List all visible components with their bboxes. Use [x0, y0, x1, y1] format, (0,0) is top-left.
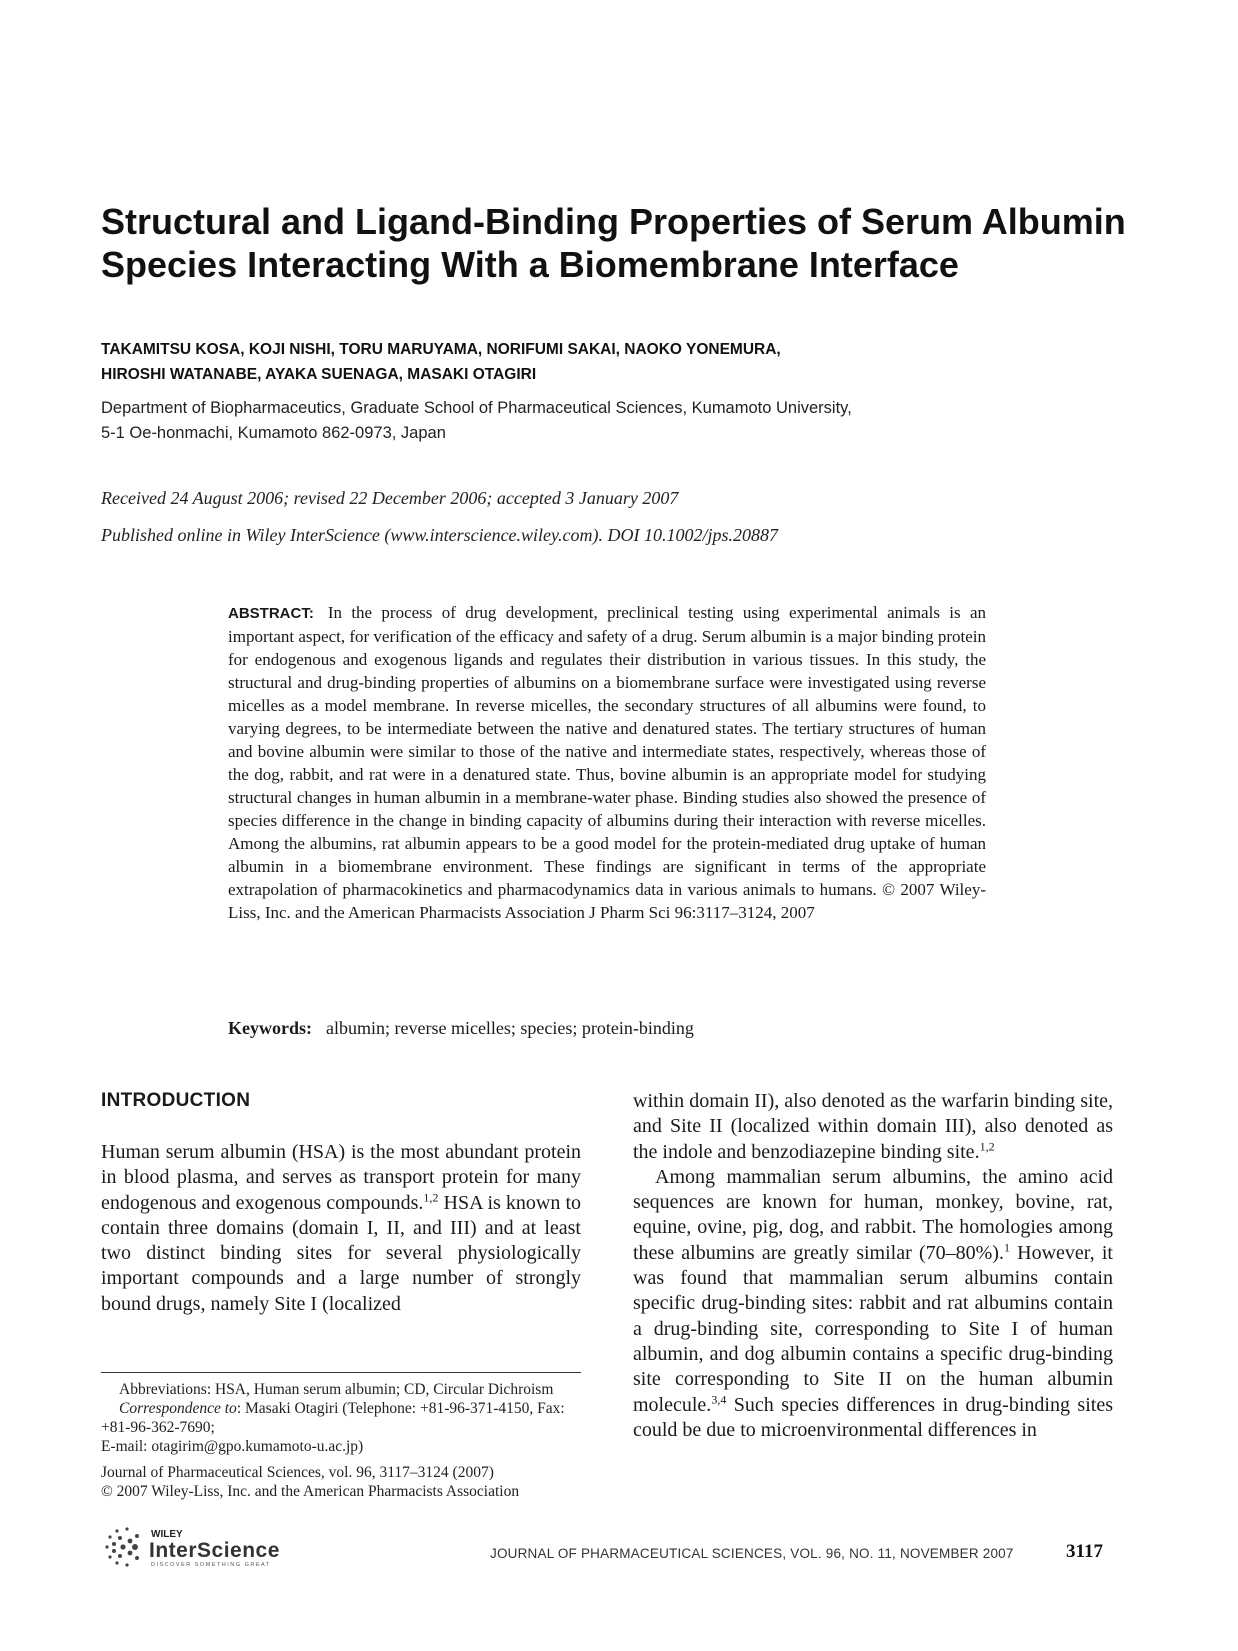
section-heading-introduction: INTRODUCTION: [101, 1090, 251, 1111]
left-column: [101, 1140, 581, 1317]
author-list: [101, 337, 1101, 387]
keywords-label: Keywords:: [228, 1018, 312, 1038]
logo-tagline: DISCOVER SOMETHING GREAT: [151, 1562, 271, 1568]
abstract: [228, 601, 986, 924]
keywords: [228, 1017, 986, 1040]
citation: 1,2: [423, 1189, 439, 1204]
title-line-1: Structural and Ligand-Binding Properties of Serum Albumin: [101, 201, 1126, 242]
logo-wiley: WILEY: [151, 1529, 183, 1540]
wiley-interscience-logo: [101, 1526, 341, 1568]
correspondence-label: Correspondence to: [119, 1400, 237, 1417]
footnote-abbreviations: Abbreviations: HSA, Human serum albumin; CD, Circular Dichroism: [119, 1381, 554, 1398]
footnote-divider: [101, 1372, 581, 1373]
logo-interscience: InterScience: [149, 1539, 280, 1562]
footnote-correspondence: [101, 1399, 581, 1437]
intro-paragraph-1: [101, 1140, 581, 1317]
footnotes: [101, 1380, 581, 1501]
intro-text: Such species differences in drug-binding sites could be due to microenvironmental differences in: [633, 1393, 1113, 1441]
page-number: 3117: [1066, 1541, 1103, 1562]
affiliation-line-2: 5-1 Oe-honmachi, Kumamoto 862-0973, Japan: [101, 424, 446, 442]
abstract-text: In the process of drug development, preclinical testing using experimental animals is an important aspect, for verification of the efficacy and safety of a drug. Serum albumin is a major binding protein for endogenous and exogenous ligands and regulates their distribution in various tissues. In this study, the structural and drug-binding properties of albumins on a biomembrane surface were investigated using reverse micelles as a model membrane. In reverse micelles, the secondary structures of all albumins were found, to varying degrees, to be intermediate between the native and denatured states. The tertiary structures of human and bovine albumin were similar to those of the native and intermediate states, respectively, whereas those of the dog, rabbit, and rat were in a denatured state. Thus, bovine albumin is an appropriate model for studying structural changes in human albumin in a membrane-water phase. Binding studies also showed the presence of species difference in the change in binding capacity of albumins during their interaction with reverse micelles. Among the albumins, rat albumin appears to be a good model for the protein-mediated drug uptake of human albumin in a biomembrane environment. These findings are significant in terms of the appropriate extrapolation of pharmacokinetics and pharmacodynamics data in various animals to humans. © 2007 Wiley-Liss, Inc. and the American Pharmacists Association J Pharm Sci 96:3117–3124, 2007: [228, 603, 986, 922]
affiliation: [101, 396, 1101, 446]
running-footer: JOURNAL OF PHARMACEUTICAL SCIENCES, VOL. 96, NO. 11, NOVEMBER 2007: [490, 1546, 1014, 1561]
intro-text: Human serum albumin (HSA) is the most abundant protein in blood plasma, and serves as transport protein for many endogenous and exogenous compounds.: [101, 1141, 581, 1214]
footnote-email[interactable]: E-mail: otagirim@gpo.kumamoto-u.ac.jp): [101, 1438, 364, 1455]
citation: 1: [1003, 1240, 1010, 1255]
right-column: [633, 1089, 1113, 1443]
article-title: [101, 200, 1141, 286]
globe-icon: [105, 1527, 139, 1566]
correspondence-text: : Masaki Otagiri (Telephone: +81-96-371-4150, Fax: +81-96-362-7690;: [101, 1400, 565, 1436]
title-line-2: Species Interacting With a Biomembrane Interface: [101, 244, 959, 285]
published-online: Published online in Wiley InterScience (www.interscience.wiley.com). DOI 10.1002/jps.20887: [101, 525, 779, 545]
authors-line-1: TAKAMITSU KOSA, KOJI NISHI, TORU MARUYAMA, NORIFUMI SAKAI, NAOKO YONEMURA,: [101, 341, 781, 358]
keywords-text: albumin; reverse micelles; species; protein-binding: [326, 1018, 694, 1038]
received-dates: Received 24 August 2006; revised 22 December 2006; accepted 3 January 2007: [101, 488, 679, 508]
affiliation-line-1: Department of Biopharmaceutics, Graduate School of Pharmaceutical Sciences, Kumamoto University,: [101, 399, 852, 417]
authors-line-2: HIROSHI WATANABE, AYAKA SUENAGA, MASAKI OTAGIRI: [101, 366, 537, 383]
footnote-journal: Journal of Pharmaceutical Sciences, vol. 96, 3117–3124 (2007): [101, 1464, 494, 1481]
footnote-copyright: © 2007 Wiley-Liss, Inc. and the American Pharmacists Association: [101, 1483, 520, 1500]
abstract-label: ABSTRACT:: [228, 605, 314, 622]
intro-text: HSA is known to contain three domains (domain I, II, and III) and at least two distinct binding sites for several physiologically important compounds and a large number of strongly bound drugs, namely Site I (localized: [101, 1191, 581, 1315]
intro-text: Among mammalian serum albumins, the amino acid sequences are known for human, monkey, bovine, rat, equine, ovine, pig, dog, and rabbit. The homologies among these albumins are greatly similar (70–80%).: [633, 1165, 1113, 1264]
intro-paragraph-2: [633, 1165, 1113, 1443]
intro-paragraph-1-cont: [633, 1089, 1113, 1165]
citation: 1,2: [979, 1138, 995, 1153]
intro-text: However, it was found that mammalian serum albumins contain specific drug-binding sites: rabbit and rat albumins contain a drug-binding site, corresponding to Site I of human albumin, and dog albumin contains a specific drug-binding site corresponding to Site II on the human albumin molecule.: [633, 1241, 1113, 1416]
citation: 3,4: [711, 1391, 727, 1406]
intro-text: within domain II), also denoted as the warfarin binding site, and Site II (localized within domain III), also denoted as the indole and benzodiazepine binding site.: [633, 1090, 1113, 1163]
